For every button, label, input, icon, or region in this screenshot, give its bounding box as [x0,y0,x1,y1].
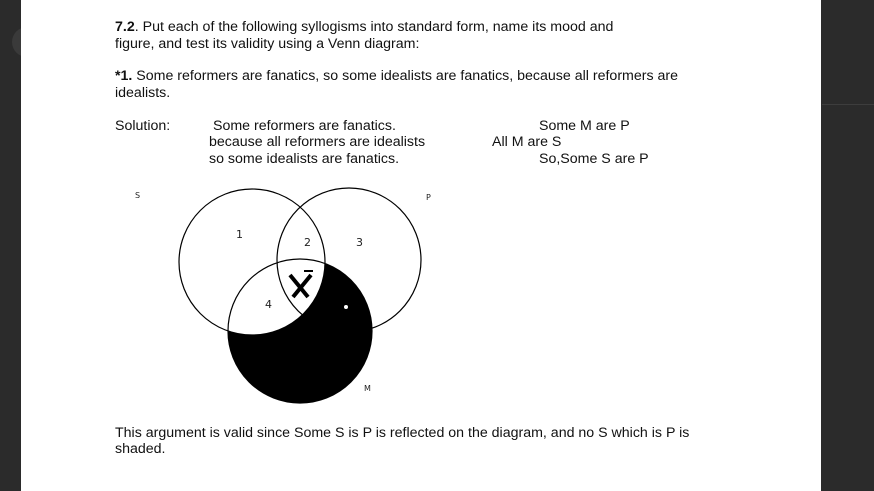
region-3-label: 3 [356,236,363,249]
problem-text-line2: idealists. [115,85,171,101]
p-label: P [426,193,431,202]
premise-1: Some reformers are fanatics. [213,118,396,134]
form-conclusion: So,Some S are P [539,151,649,167]
validity-statement: This argument is valid since Some S is P is reflected on the diagram, and no S which is P is [115,425,690,441]
form-major-premise: Some M are P [539,118,630,134]
m-label: M [364,384,371,393]
conclusion-statement: so some idealists are fanatics. [209,151,400,167]
region-4-label: 4 [265,298,272,311]
problem-number: *1. [115,68,133,84]
exercise-instruction-line2: figure, and test its validity using a Venn diagram: [115,36,420,52]
region-1-label: 1 [236,228,243,241]
document-page [21,0,821,491]
venn-diagram [21,0,821,491]
s-label: S [135,191,141,200]
divider-line [822,104,874,105]
white-dot [344,305,348,309]
exercise-instruction: . Put each of the following syllogisms into standard form, name its mood and [134,19,614,35]
region-2-label: 2 [304,236,311,249]
validity-statement-line2: shaded. [115,441,166,457]
form-minor-premise: All M are S [492,134,562,150]
solution-label: Solution: [115,118,171,134]
exercise-number: 7.2 [115,19,135,35]
problem-text: Some reformers are fanatics, so some idealists are fanatics, because all reformers are [132,68,679,84]
premise-2: because all reformers are idealists [209,134,426,150]
